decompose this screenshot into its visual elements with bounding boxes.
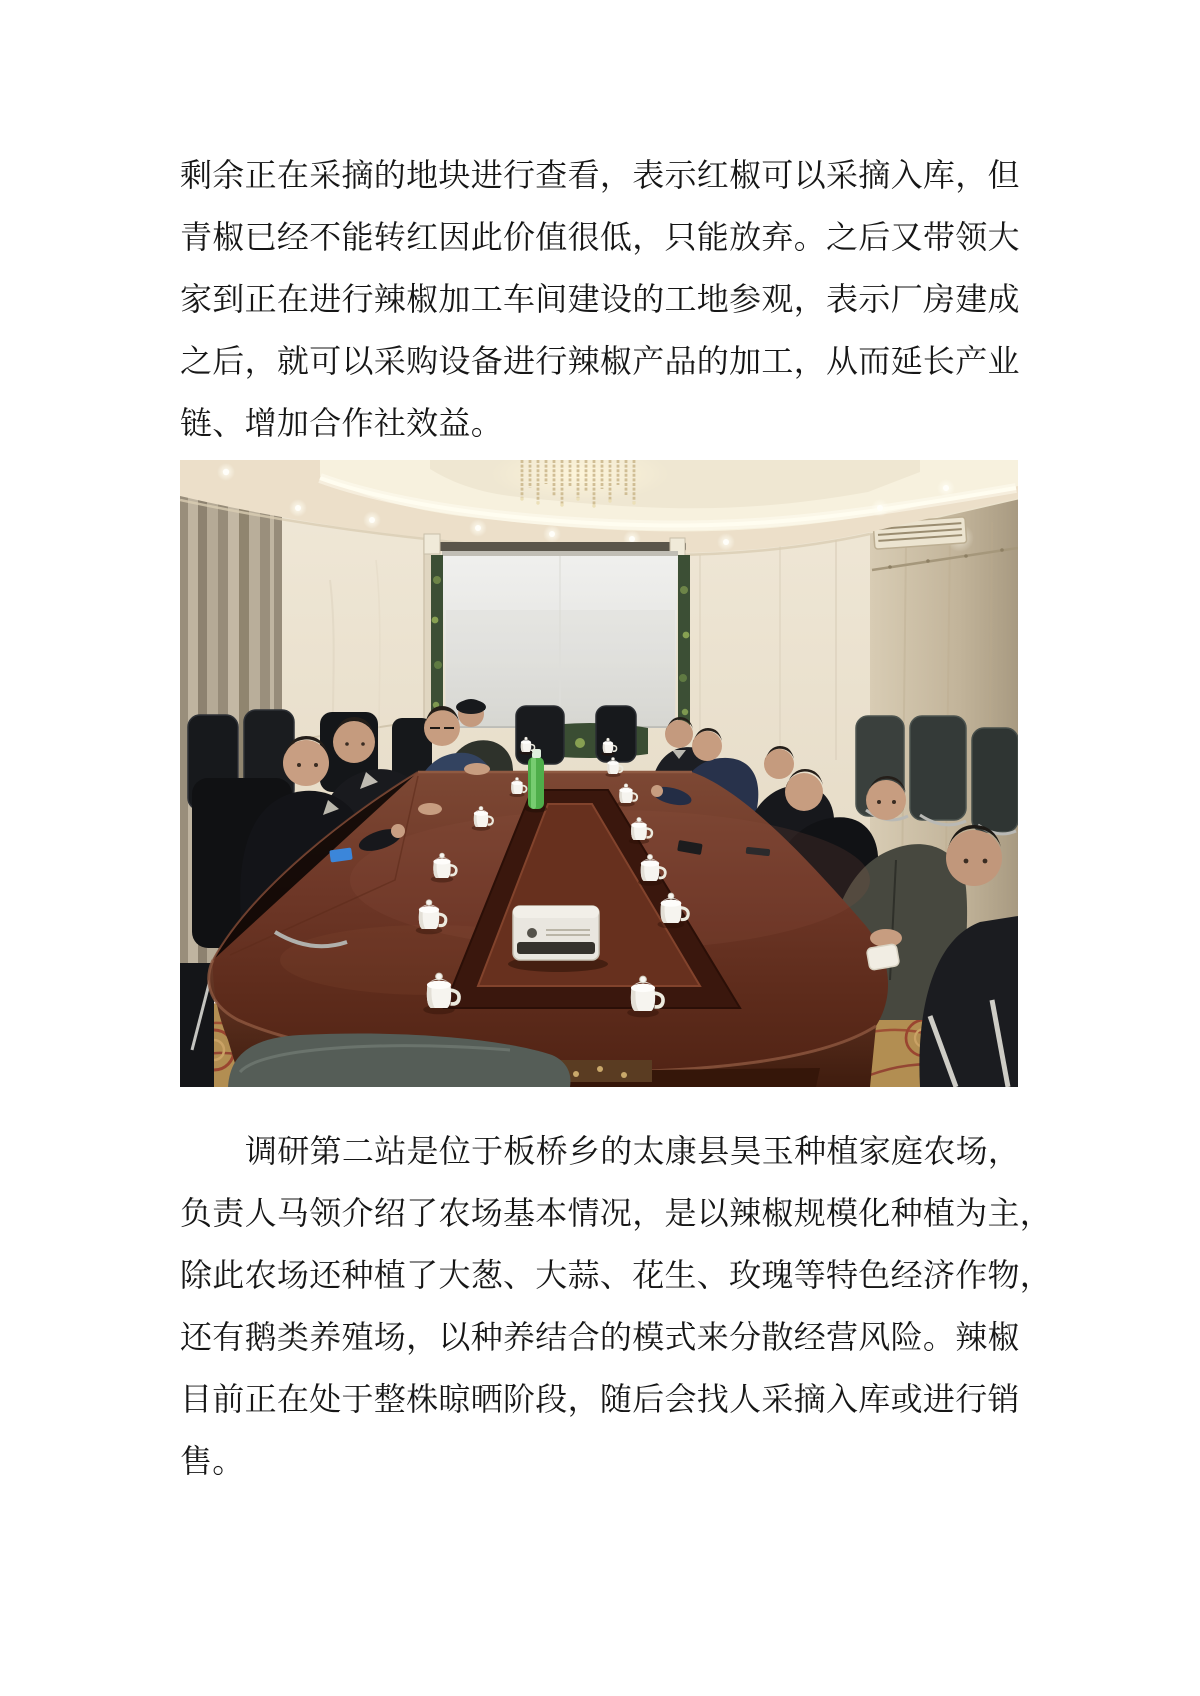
projector — [508, 906, 608, 972]
meeting-room-photo — [180, 460, 1018, 1087]
paragraph-line: 调研第二站是位于板桥乡的太康县昊玉种植家庭农场， — [245, 1133, 1021, 1169]
paragraph-line: 剩余正在采摘的地块进行查看，表示红椒可以采摘入库，但 — [180, 157, 1020, 193]
paragraph-line: 目前正在处于整株晾晒阶段，随后会找人采摘入库或进行销 — [180, 1381, 1020, 1417]
paragraph-line: 负责人马领介绍了农场基本情况，是以辣椒规模化种植为主， — [180, 1195, 1053, 1231]
paragraph-line: 还有鹅类养殖场，以种养结合的模式来分散经营风险。辣椒 — [180, 1319, 1020, 1355]
paragraph-2 — [180, 1120, 1053, 1492]
paragraph-1 — [180, 144, 1024, 454]
paragraph-line: 链、增加合作社效益。 — [180, 405, 504, 441]
paragraph-line: 除此农场还种植了大葱、大蒜、花生、玫瑰等特色经济作物， — [180, 1257, 1053, 1293]
projection-screen — [424, 534, 686, 727]
paragraph-line: 青椒已经不能转红因此价值很低，只能放弃。之后又带领大 — [180, 219, 1020, 255]
paragraph-line: 之后，就可以采购设备进行辣椒产品的加工，从而延长产业 — [180, 343, 1020, 379]
paragraph-line: 家到正在进行辣椒加工车间建设的工地参观，表示厂房建成 — [180, 281, 1020, 317]
paragraph-line: 售。 — [180, 1443, 245, 1479]
